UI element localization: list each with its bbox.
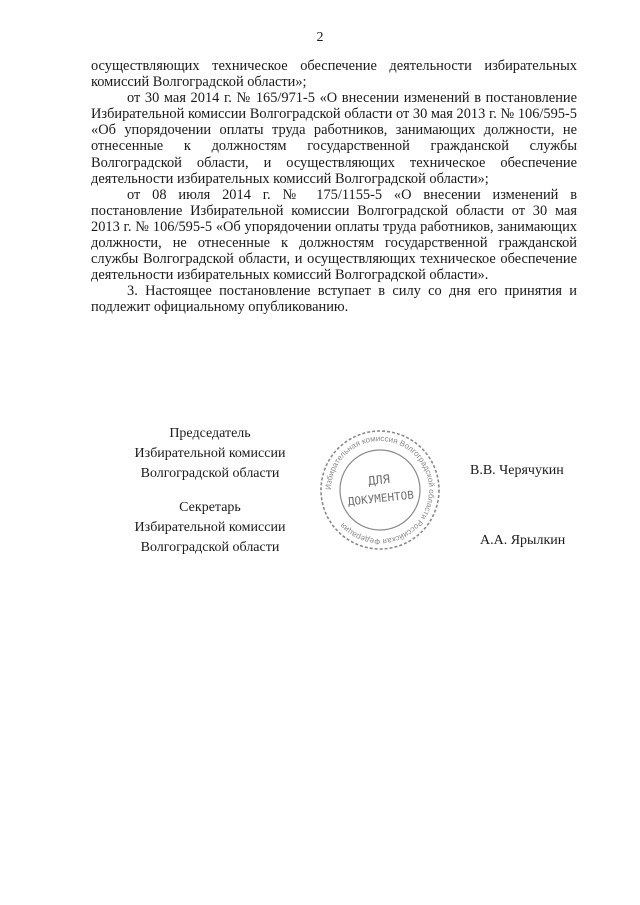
secretary-position: Секретарь — [179, 500, 241, 515]
chairman-region: Волгоградской области — [140, 466, 280, 481]
paragraph-effective-date: 3. Настоящее постановление вступает в силу со дня его принятия и подлежит официальному опубликованию. — [91, 283, 577, 316]
chairman-commission: Избирательной комиссии — [134, 446, 286, 461]
secretary-title-block — [90, 498, 330, 558]
seal-outer-ring — [321, 431, 439, 549]
seal-ring-textpath: Избирательная комиссия Волгоградской области Российская Федерация — [323, 433, 437, 547]
chairman-title-block — [90, 424, 330, 484]
secretary-name: А.А. Ярылкин — [480, 533, 566, 548]
document-body — [91, 58, 577, 316]
paragraph-continuation: осуществляющих техническое обеспечение деятельности избирательных комиссий Волгоградской области»; — [91, 58, 577, 91]
chairman-name: В.В. Черячукин — [470, 463, 564, 478]
seal-center-line1: ДЛЯ — [367, 471, 391, 489]
secretary-region: Волгоградской области — [140, 540, 280, 555]
page-number: 2 — [316, 30, 324, 45]
chairman-position: Председатель — [169, 426, 251, 441]
seal-center-line2: ДОКУМЕНТОВ — [347, 488, 415, 509]
official-seal-stamp — [317, 427, 443, 553]
seal-ring-text — [324, 434, 436, 546]
paragraph-amendment-july: от 08 июля 2014 г. № 175/1155-5 «О внесении изменений в постановление Избирательной комиссии Волгоградской области от 30 мая 2013 г. № 106/595-5 «Об упорядочении оплаты труда работников, занимающих должности, не отнесенные к должностям государственной гражданской службы Волгоградской области, и осуществляющих техническое обеспечение деятельности избирательных комиссий Волгоградской области». — [91, 186, 577, 284]
secretary-commission: Избирательной комиссии — [134, 520, 286, 535]
paragraph-amendment-may: от 30 мая 2014 г. № 165/971-5 «О внесении изменений в постановление Избирательной комиссии Волгоградской области от 30 мая 2013 г. № 106/595-5 «Об упорядочении оплаты труда работников, занимающих должности, не отнесенные к должностям государственной гражданской службы Волгоградской области, и осуществляющих техническое обеспечение деятельности избирательных комиссий Волгоградской области»; — [91, 90, 577, 187]
